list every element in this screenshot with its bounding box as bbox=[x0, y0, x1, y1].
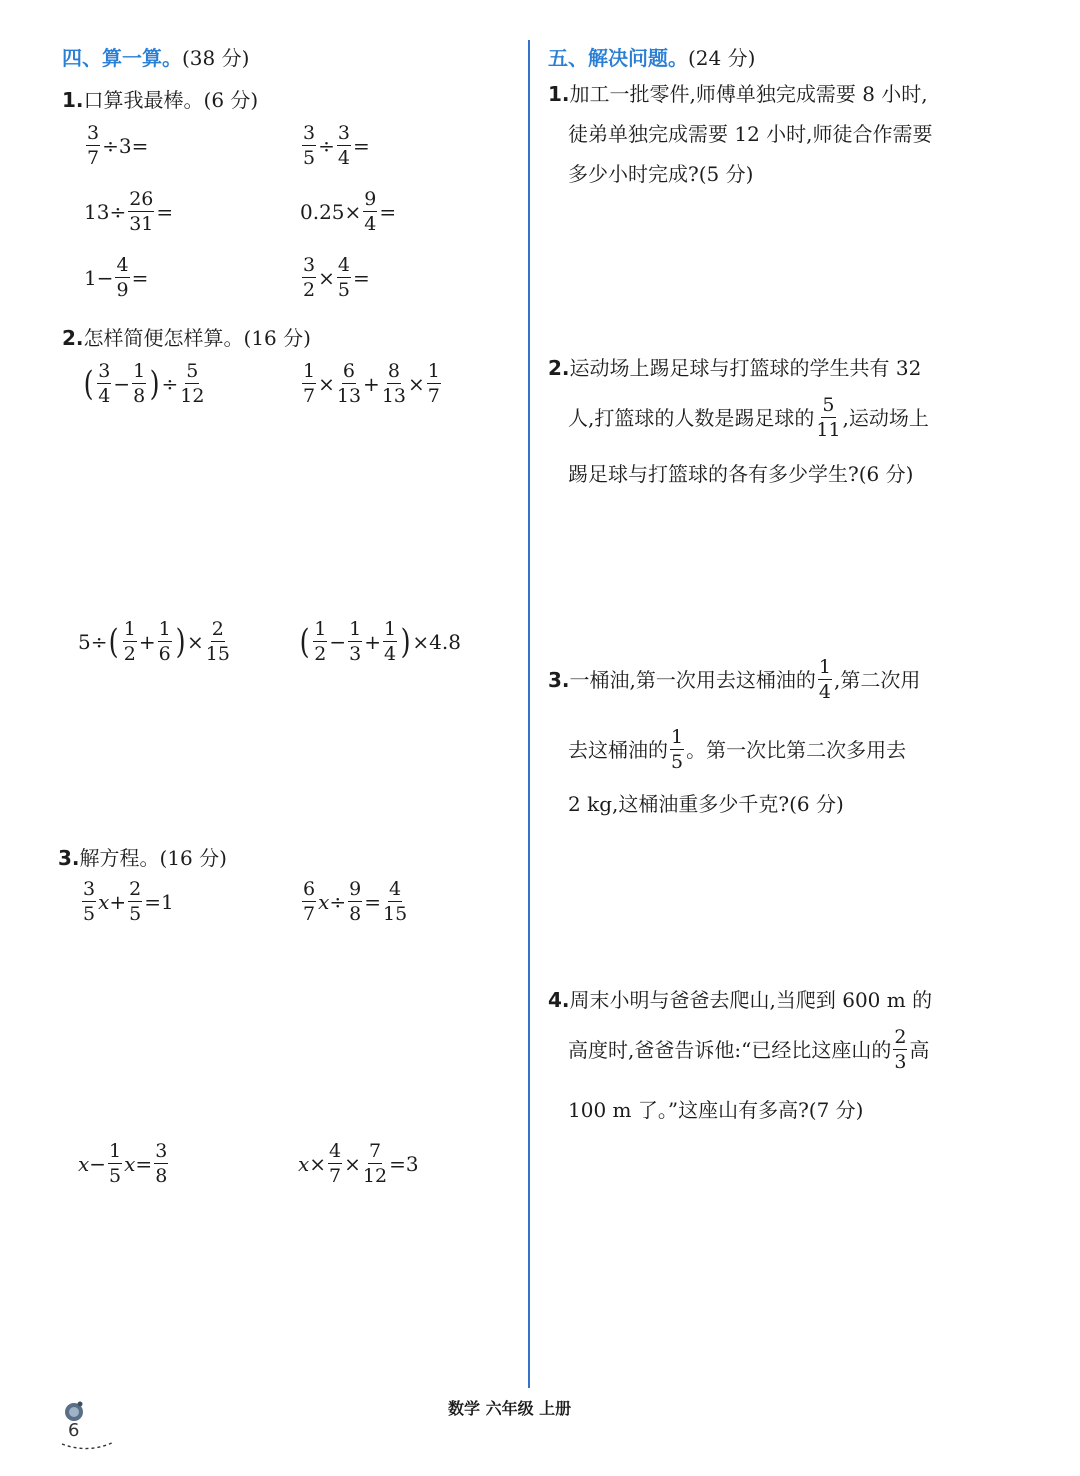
q2-title: 怎样简便怎样算。 bbox=[83, 326, 244, 350]
problem-1-line-2: 徒弟单独完成需要 12 小时,师徒合作需要 bbox=[568, 122, 933, 146]
q2-points: (16 分) bbox=[243, 326, 311, 350]
fraction-5-11: $\frac{5}{11}$ bbox=[816, 394, 841, 441]
section-four-title: 四、算一算。(38 分) bbox=[62, 46, 250, 70]
calc-1c: 13÷ $\frac{26}{31}$ = bbox=[84, 188, 174, 235]
footer-book-info: 数学 六年级 上册 bbox=[448, 1399, 572, 1418]
calc-1a: $\frac{3}{7}$ ÷3= bbox=[87, 122, 149, 169]
q3-points: (16 分) bbox=[159, 846, 227, 870]
calc-1e: 1− $\frac{4}{9}$ = bbox=[84, 254, 149, 301]
problem-4-line-3: 100 m 了。”这座山有多高?(7 分) bbox=[568, 1098, 864, 1122]
page-corner-decoration bbox=[58, 1398, 128, 1454]
problem-1-line-3: 多少小时完成?(5 分) bbox=[568, 162, 754, 186]
equation-3c: x − $\frac{1}{5}$ x = $\frac{3}{8}$ bbox=[78, 1140, 168, 1187]
column-divider bbox=[528, 40, 530, 1388]
q1-title: 口算我最棒。 bbox=[83, 88, 204, 112]
problem-4-number: 4. bbox=[548, 988, 570, 1012]
problem-1-number: 1. bbox=[548, 82, 570, 106]
q3-number: 3. bbox=[58, 846, 80, 870]
page-number: 6 bbox=[68, 1420, 80, 1441]
calc-1f: $\frac{3}{2}$ × $\frac{4}{5}$ = bbox=[303, 254, 370, 301]
equation-3b: $\frac{6}{7}$ x ÷ $\frac{9}{8}$ = $\frac{4}{15}$ bbox=[303, 878, 408, 925]
calc-1b: $\frac{3}{5}$ ÷ $\frac{3}{4}$ = bbox=[303, 122, 370, 169]
fraction-1-5: $\frac{1}{5}$ bbox=[671, 726, 684, 773]
q1-points: (6 分) bbox=[203, 88, 259, 112]
problem-3-line-2: 去这桶油的 $\frac{1}{5}$ 。第一次比第二次多用去 bbox=[568, 726, 907, 773]
q3-heading bbox=[58, 842, 227, 871]
q1-heading bbox=[62, 84, 258, 113]
section-five-points: (24 分) bbox=[688, 46, 756, 70]
equation-3d: x × $\frac{4}{7}$ × $\frac{7}{12}$ =3 bbox=[298, 1140, 419, 1187]
problem-2-number: 2. bbox=[548, 356, 570, 380]
calc-1d: 0.25 × $\frac{9}{4}$ = bbox=[300, 188, 397, 235]
q2-heading bbox=[62, 322, 311, 351]
problem-1-line-1: 1. 加工一批零件,师傅单独完成需要 8 小时, bbox=[548, 82, 928, 106]
q2-number: 2. bbox=[62, 326, 84, 350]
problem-2-line-1: 2. 运动场上踢足球与打篮球的学生共有 32 bbox=[548, 356, 922, 380]
problem-4-line-1: 4. 周末小明与爸爸去爬山,当爬到 600 m 的 bbox=[548, 988, 933, 1012]
q1-number: 1. bbox=[62, 88, 84, 112]
fraction-2-3: $\frac{2}{3}$ bbox=[894, 1026, 907, 1073]
calc-2c: 5÷ ( $\frac{1}{2}$ + $\frac{1}{6}$ ) × $\frac{2}{15}$ bbox=[78, 618, 230, 665]
equation-3a: $\frac{3}{5}$ x + $\frac{2}{5}$ =1 bbox=[83, 878, 174, 925]
calc-2a: ( $\frac{3}{4}$ − $\frac{1}{8}$ ) ÷ $\frac{5}{12}$ bbox=[83, 360, 205, 407]
decimal-48: 4.8 bbox=[429, 630, 461, 654]
problem-3-line-3: 2 kg,这桶油重多少千克?(6 分) bbox=[568, 792, 844, 816]
q3-title: 解方程。 bbox=[79, 846, 160, 870]
problem-2-line-3: 踢足球与打篮球的各有多少学生?(6 分) bbox=[568, 462, 914, 486]
section-five-title: 五、解决问题。(24 分) bbox=[548, 46, 756, 70]
problem-3-number: 3. bbox=[548, 668, 570, 692]
calc-2d: ( $\frac{1}{2}$ − $\frac{1}{3}$ + $\frac{1}{4}$ ) × 4.8 bbox=[299, 618, 461, 665]
problem-2-line-2: 人,打篮球的人数是踢足球的 $\frac{5}{11}$ ,运动场上 bbox=[568, 394, 929, 441]
decimal-025: 0.25 bbox=[300, 200, 345, 224]
fraction-1-4: $\frac{1}{4}$ bbox=[818, 656, 831, 703]
problem-4-line-2: 高度时,爸爸告诉他:“已经比这座山的 $\frac{2}{3}$ 高 bbox=[568, 1026, 930, 1073]
calc-2b: $\frac{1}{7}$ × $\frac{6}{13}$ + $\frac{8}{13}$ × $\frac{1}{7}$ bbox=[303, 360, 440, 407]
problem-3-line-1: 3. 一桶油,第一次用去这桶油的 $\frac{1}{4}$ ,第二次用 bbox=[548, 656, 921, 703]
section-four-points: (38 分) bbox=[182, 46, 250, 70]
